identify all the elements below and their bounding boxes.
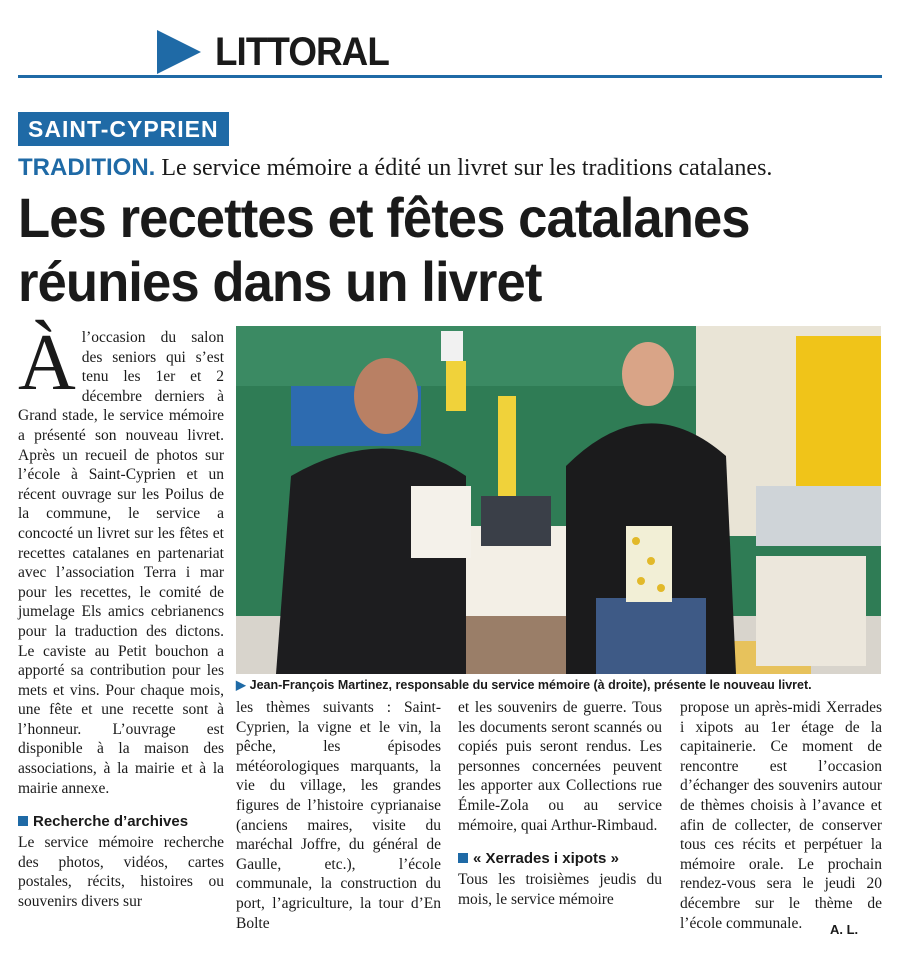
section-rule (18, 75, 882, 78)
article-body-archives-part: et les souvenirs de guerre. Tous les documents seront scannés ou copiés puis seront rendus. Les personnes concernées peuvent les apporter aux Collections rue Émile-Zola ou au service mémoire, quai Arthur-Rimbaud. (458, 699, 662, 834)
article-intro: l’occasion du salon des seniors qui s’est tenu les 1er et 2 décembre derniers à Grand stade, le service mémoire a présenté son nouveau livret. Après un recueil de photos sur l’école à Saint-Cyprien et un récent ouvrage sur les Poilus de la commune, le service a concocté un livret sur les fêtes et recettes catalanes en partenariat avec l’association Terra i mar pour les recettes, le comité de jumelage Els amics cebrianencs pour la traduction des dictons. Le caviste au Petit bouchon a apporté sa contribution pour les mets et vins. Pour chaque mois, une fête et une recette sont à l’honneur. L’ouvrage est disponible à la maison des associations, à la mairie et à la mairie annexe. (18, 329, 224, 797)
section-title: LITTORAL (215, 30, 389, 74)
article-column-4 (680, 698, 882, 933)
author-signature: A. L. (830, 922, 859, 937)
article-column-2 (236, 698, 441, 933)
article-body-xerrades-part: propose un après-midi Xerrades i xipots au 1er étage de la capitainerie. Ce moment de rencontre est l’occasion d’échanger des souvenirs autour de thèmes choisis à l’avance et afin de collecter, de conserver tous ces récits et perpétuer la mémoire orale. Le prochain rendez-vous sera le jeudi 20 décembre sur le thème de l’école communale. (680, 699, 882, 932)
subhead-archives (18, 812, 224, 831)
photo-caption (236, 677, 886, 693)
kicker (18, 152, 888, 184)
locality-badge: SAINT-CYPRIEN (18, 112, 229, 146)
subhead-xerrades (458, 849, 662, 868)
headline: Les recettes et fêtes catalanes réunies dans un livret (18, 186, 750, 313)
kicker-text: Le service mémoire a édité un livret sur les traditions catalanes. (161, 155, 773, 181)
subhead-square-icon (18, 816, 28, 826)
drop-cap: À (18, 319, 76, 407)
kicker-label: TRADITION. (18, 154, 156, 181)
photo-illustration (236, 326, 881, 674)
article-body-xerrades-part: Tous les troisièmes jeudis du mois, le service mémoire (458, 871, 662, 908)
caption-marker-icon: ▶ (236, 678, 246, 692)
caption-text: Jean-François Martinez, responsable du service mémoire (à droite), présente le nouveau livret. (249, 678, 812, 692)
subhead-archives-text: Recherche d’archives (33, 813, 189, 831)
article-body-archives-part: les thèmes suivants : Saint-Cyprien, la vigne et le vin, la pêche, les épisodes météorologiques marquants, la vie du village, les grandes figures de l’histoire cyprianaise (anciens maires, visite du maréchal Joffre, du général de Gaulle, etc.), l’école communale, la construction du port, l’agriculture, la tour d’En Bolte (236, 699, 441, 932)
subhead-square-icon (458, 853, 468, 863)
article-column-1 (18, 319, 224, 912)
article-column-3 (458, 698, 662, 909)
subhead-xerrades-text: « Xerrades i xipots » (473, 850, 619, 868)
section-arrow-icon (157, 30, 201, 74)
article-body-archives-part: Le service mémoire recherche des photos, vidéos, cartes postales, récits, histoires ou souvenirs divers sur (18, 834, 224, 911)
article-photo (236, 326, 881, 674)
